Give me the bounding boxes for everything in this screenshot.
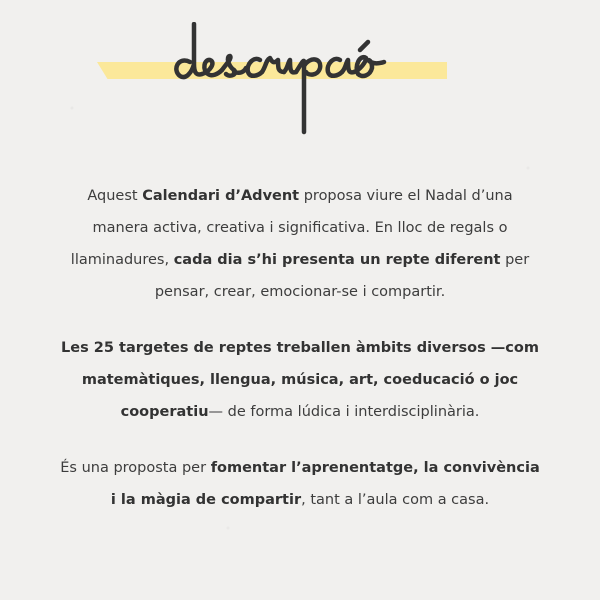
paragraph-purpose <box>60 452 540 516</box>
description-body <box>60 180 540 540</box>
paragraph-cards <box>60 332 540 428</box>
paragraph-intro <box>60 180 540 308</box>
text-segment: — de forma lúdica i interdisciplinària. <box>208 404 480 420</box>
text-segment: per pensar, crear, emocionar-se i compartir. <box>154 252 530 300</box>
text-segment: proposa viure el Nadal d’una manera activa, creativa i significativa. En lloc de regals o llaminadures, <box>70 188 513 268</box>
text-segment: , tant a l’aula com a casa. <box>301 492 490 508</box>
text-segment-bold: cada dia s’hi presenta un repte diferent <box>173 252 501 268</box>
title-block <box>0 0 600 150</box>
text-segment-bold: fomentar l’aprenentatge, la convivència i la màgia de compartir <box>110 460 540 508</box>
text-segment: És una proposta per <box>60 460 211 476</box>
title-script <box>170 22 440 142</box>
text-segment-bold: Calendari d’Advent <box>142 188 300 204</box>
text-segment: Aquest <box>87 188 143 204</box>
text-segment-bold: Les 25 targetes de reptes treballen àmbits diversos —com matemàtiques, llengua, música, art, coeducació o joc cooperatiu <box>61 340 539 420</box>
